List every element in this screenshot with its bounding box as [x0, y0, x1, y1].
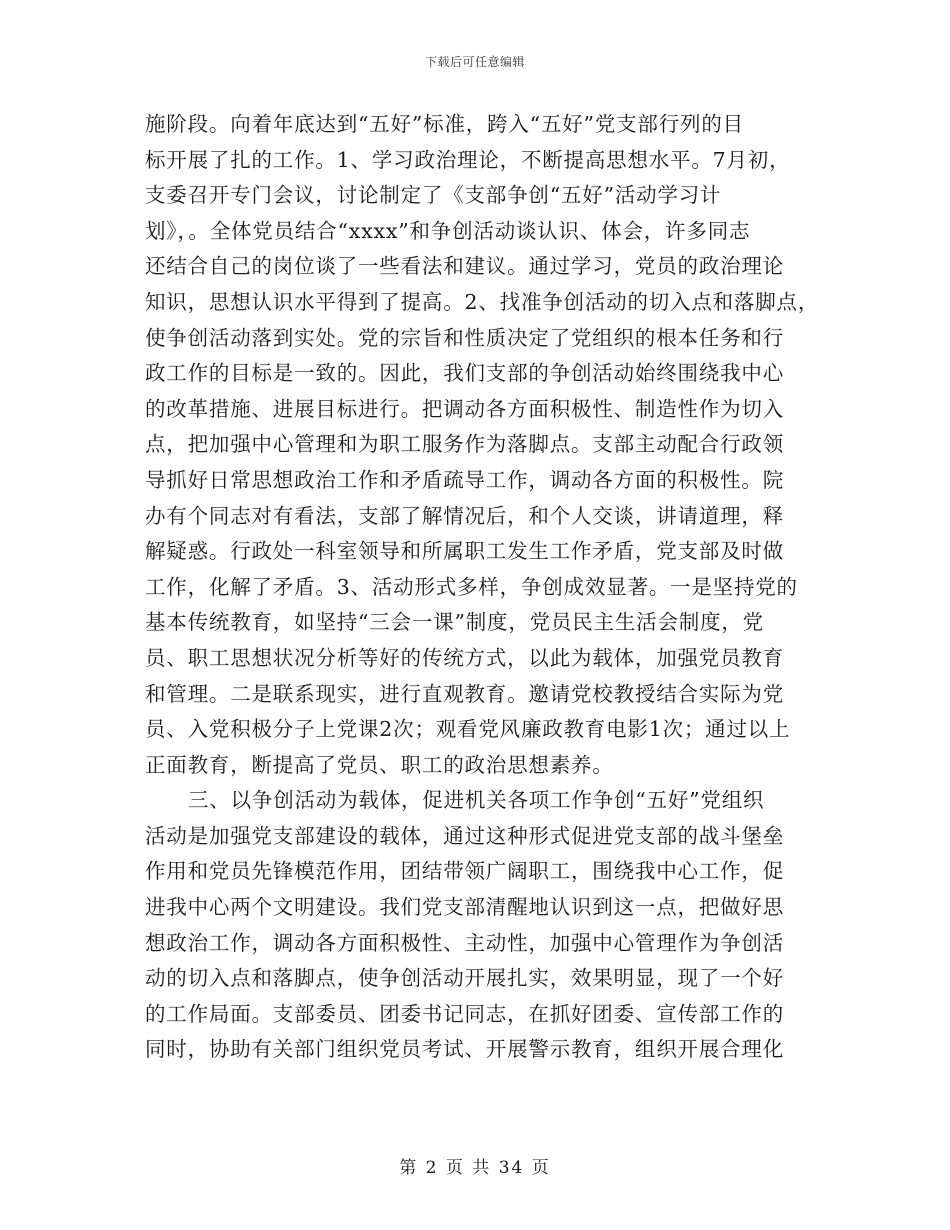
text-line: 同时，协助有关部门组织党员考试、开展警示教育，组织开展合理化	[145, 1037, 784, 1062]
text-line: 还结合自己的岗位谈了一些看法和建议。通过学习，党员的政治理论	[145, 254, 784, 279]
section-heading-line: 三、以争创活动为载体，促进机关各项工作争创“五好”党组织	[188, 788, 765, 813]
text-line: 正面教育，断提高了党员、职工的政治思想素养。	[145, 752, 614, 777]
text-line: 作用和党员先锋模范作用，团结带领广阔职工，围绕我中心工作，促	[145, 859, 784, 884]
text-line: 支委召开专门会议，讨论制定了《支部争创“五好”活动学习计	[145, 183, 722, 208]
text-line: 导抓好日常思想政治工作和矛盾疏导工作，调动各方面的积极性。院	[145, 467, 784, 492]
text-line: 的改革措施、进展目标进行。把调动各方面积极性、制造性作为切入	[145, 396, 784, 421]
page-footer: 第 2 页 共 34 页	[399, 1158, 551, 1178]
text-line: 知识，思想认识水平得到了提高。2、找准争创活动的切入点和落脚点，	[145, 289, 820, 314]
page-header: 下载后可任意编辑	[424, 55, 525, 69]
text-line: 的工作局面。支部委员、团委书记同志，在抓好团委、宣传部工作的	[145, 1001, 784, 1026]
text-line: 施阶段。向着年底达到“五好”标准，跨入“五好”党支部行列的目	[145, 112, 744, 136]
text-line: 员、入党积极分子上党课2次；观看党风廉政教育电影1次；通过以上	[145, 717, 791, 742]
text-line: 解疑惑。行政处一科室领导和所属职工发生工作矛盾，党支部及时做	[145, 539, 784, 564]
text-line: 划》，。全体党员结合“xxxx”和争创活动谈认识、体会，许多同志	[145, 218, 751, 243]
text-line: 进我中心两个文明建设。我们党支部清醒地认识到这一点，把做好思	[145, 895, 784, 920]
text-line: 活动是加强党支部建设的载体，通过这种形式促进党支部的战斗堡垒	[145, 823, 784, 848]
text-line: 和管理。二是联系现实，进行直观教育。邀请党校教授结合实际为党	[145, 681, 784, 706]
text-line: 工作，化解了矛盾。3、活动形式多样，争创成效显著。一是坚持党的	[145, 574, 798, 599]
text-line: 政工作的目标是一致的。因此，我们支部的争创活动始终围绕我中心	[145, 361, 784, 386]
text-line: 动的切入点和落脚点，使争创活动开展扎实，效果明显，现了一个好	[145, 966, 784, 991]
document-body	[145, 107, 820, 1068]
text-line: 办有个同志对有看法，支部了解情况后，和个人交谈，讲请道理，释	[145, 503, 784, 528]
text-line: 标开展了扎的工作。1、学习政治理论，不断提高思想水平。7月初，	[145, 147, 791, 172]
text-line: 员、职工思想状况分析等好的传统方式，以此为载体，加强党员教育	[145, 645, 784, 670]
text-line: 使争创活动落到实处。党的宗旨和性质决定了党组织的根本任务和行	[145, 325, 784, 350]
text-line: 点，把加强中心管理和为职工服务作为落脚点。支部主动配合行政领	[145, 432, 784, 457]
text-line: 基本传统教育，如坚持“三会一课”制度，党员民主生活会制度，党	[145, 610, 764, 635]
text-line: 想政治工作，调动各方面积极性、主动性，加强中心管理作为争创活	[145, 930, 784, 955]
